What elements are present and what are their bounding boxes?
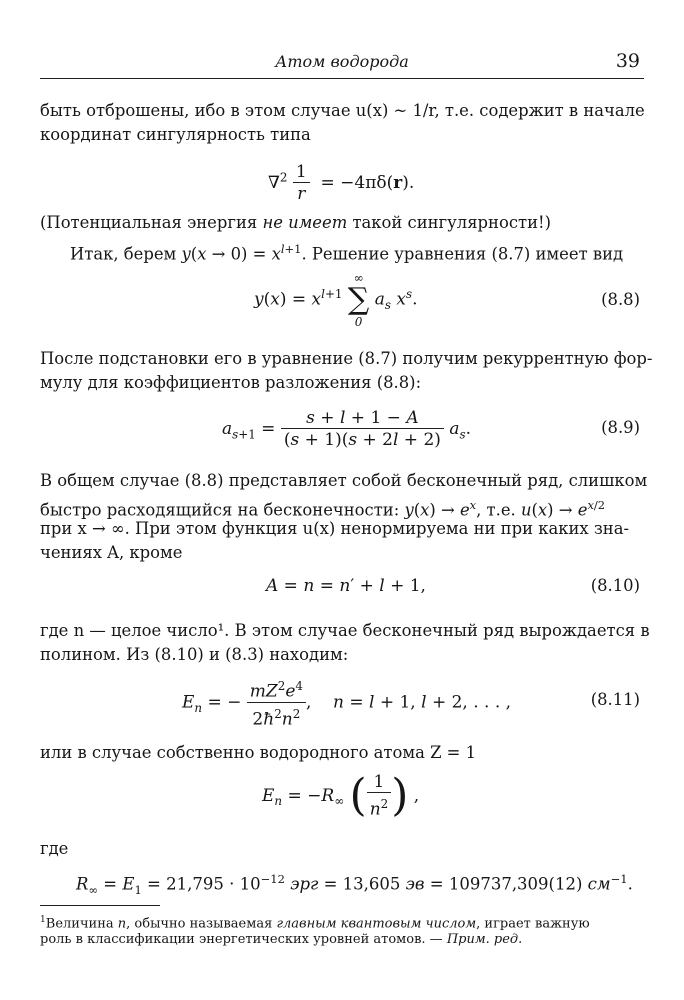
- equation-8-11: $E_n$ = − $\frac{mZ^2e^4}{2ħ^2n^2}$ , n = l + 1, l + 2, . . . ,: [182, 676, 511, 730]
- page-number: 39: [615, 50, 640, 72]
- equation-8-10: A = n = n′ + l + 1,: [266, 576, 426, 596]
- paragraph-7: или в случае собственно водородного атома Z = 1: [40, 743, 477, 762]
- footnote-line-2: роль в классификации энергетических уровней атомов. — Прим. ред.: [40, 932, 523, 947]
- laplace-equation: ∇$^2$ $\frac{1}{r}$ = −4πδ(r).: [268, 162, 415, 204]
- paragraph-6-line-2: полином. Из (8.10) и (8.3) находим:: [40, 645, 349, 664]
- paragraph-3: Итак, берем $y(x \to 0) = x^{l+1}$. Решение уравнения (8.7) имеет вид: [70, 242, 624, 264]
- paragraph-1-line-1: быть отброшены, ибо в этом случае u(x) ~ 1/r, т.е. содержит в начале: [40, 101, 645, 120]
- equation-rydberg: $E_n = -R_\infty$ ( $\frac{1}{n^2}$ ) ,: [262, 770, 420, 822]
- paragraph-6-line-1: где n — целое число¹. В этом случае бесконечный ряд вырождается в: [40, 621, 650, 640]
- footnote-line-1: $^1$Величина n, обычно называемая главным квантовым числом, играет важную: [40, 915, 590, 932]
- header-rule: [40, 78, 644, 79]
- running-title: Атом водорода: [275, 52, 409, 71]
- equation-8-8: $y(x) = x^{l+1}$ ∞ ∑ 0 $a_s$ $x^s$.: [254, 271, 418, 329]
- paragraph-5-line-1: В общем случае (8.8) представляет собой бесконечный ряд, слишком: [40, 471, 648, 490]
- paragraph-5-line-4: чениях A, кроме: [40, 543, 183, 562]
- equation-number-8-8: (8.8): [601, 290, 640, 309]
- equation-8-9: $a_{s+1}$ = $\frac{s + l + 1 - A}{(s + 1)(s + 2l + 2)}$ $a_s$.: [222, 408, 471, 450]
- paragraph-4-line-2: мулу для коэффициентов разложения (8.8):: [40, 373, 422, 392]
- footnote-rule: [40, 905, 160, 906]
- paragraph-5-line-2: быстро расходящийся на бесконечности: $y(x) \to e^x$, т.е. $u(x) \to e^{x/2}$: [40, 498, 606, 520]
- paragraph-1-line-2: координат сингулярность типа: [40, 125, 311, 144]
- paragraph-8: где: [40, 839, 69, 858]
- paragraph-4-line-1: После подстановки его в уравнение (8.7) получим рекуррентную фор-: [40, 349, 653, 368]
- equation-number-8-10: (8.10): [590, 576, 640, 595]
- equation-number-8-11: (8.11): [590, 690, 640, 709]
- equation-values: $R_\infty = E_1 = 21,795 \cdot 10^{-12}$ эрг = 13,605 эв = 109737,309(12) $см^{-1}$.: [76, 872, 633, 897]
- emphasis-text: не имеет: [262, 213, 348, 232]
- equation-number-8-9: (8.9): [601, 418, 640, 437]
- paragraph-5-line-3: при x → ∞. При этом функция u(x) ненормируема ни при каких зна-: [40, 519, 630, 538]
- paragraph-2: (Потенциальная энергия не имеет такой сингулярности!): [40, 213, 551, 232]
